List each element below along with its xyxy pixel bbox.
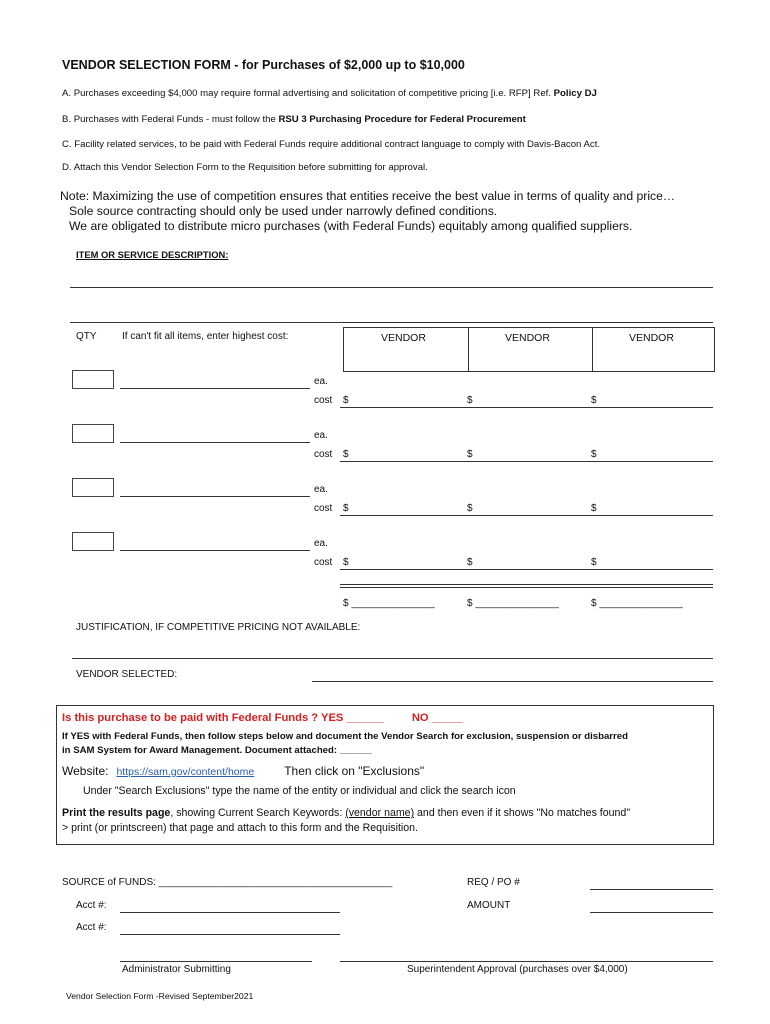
justification-line[interactable]: [72, 658, 713, 659]
dollar-sign: $: [591, 557, 597, 568]
ea-label: ea.: [314, 376, 328, 387]
dollar-sign: $: [343, 557, 349, 568]
sam-instructions: If YES with Federal Funds, then follow steps below and document the Vendor Search for exclusion, suspension or disbarred in SAM System for Award Management. Document attached: ______: [62, 731, 628, 756]
qty-box[interactable]: [72, 532, 114, 551]
qty-box[interactable]: [72, 424, 114, 443]
item-description-line-2[interactable]: [70, 322, 713, 323]
item-description-line-1[interactable]: [70, 287, 713, 288]
form-title: VENDOR SELECTION FORM - for Purchases of $2,000 up to $10,000: [62, 58, 465, 72]
instruction-d: D. Attach this Vendor Selection Form to the Requisition before submitting for approval.: [62, 162, 428, 173]
dollar-sign: $: [591, 449, 597, 460]
req-po-label: REQ / PO #: [467, 877, 520, 888]
federal-funds-section: [56, 705, 714, 845]
item-line[interactable]: [120, 550, 310, 551]
dollar-sign: $: [343, 449, 349, 460]
item-line[interactable]: [120, 496, 310, 497]
ea-label: ea.: [314, 430, 328, 441]
website-row: [62, 764, 424, 778]
acct-line-2[interactable]: [120, 934, 340, 935]
item-line[interactable]: [120, 442, 310, 443]
vendor-header-2: VENDOR: [505, 332, 550, 344]
total-vendor-1[interactable]: $ _______________: [343, 598, 435, 609]
federal-yes-option[interactable]: Is this purchase to be paid with Federal Funds ? YES ______: [62, 712, 384, 724]
vendor-selected-line[interactable]: [312, 681, 713, 682]
qty-box[interactable]: [72, 370, 114, 389]
cost-label: cost: [314, 557, 333, 568]
cost-hint: If can't fit all items, enter highest cost:: [122, 331, 289, 342]
website-label: Website:: [62, 764, 109, 778]
vendor-column-divider: [468, 328, 469, 371]
item-line[interactable]: [120, 388, 310, 389]
justification-label: JUSTIFICATION, IF COMPETITIVE PRICING NOT AVAILABLE:: [76, 622, 361, 633]
instruction-b: B. Purchases with Federal Funds - must follow the RSU 3 Purchasing Procedure for Federal Procurement: [62, 114, 526, 125]
cost-line[interactable]: [340, 569, 713, 570]
print-instruction: Print the results page, showing Current Search Keywords: (vendor name) and then even if it shows "No matches found" > print (or printscreen) that page and attach to this form and the Requisition.: [62, 807, 631, 834]
dollar-sign: $: [467, 449, 473, 460]
total-rule: [340, 584, 713, 585]
ea-label: ea.: [314, 538, 328, 549]
exclusions-instruction: Then click on "Exclusions": [284, 764, 425, 778]
source-of-funds-field[interactable]: SOURCE of FUNDS: __________________________________________: [62, 877, 393, 888]
total-rule: [340, 587, 713, 588]
dollar-sign: $: [467, 503, 473, 514]
cost-line[interactable]: [340, 461, 713, 462]
sam-link[interactable]: https://sam.gov/content/home: [116, 766, 255, 778]
acct-label-1: Acct #:: [76, 900, 107, 911]
vendor-header-1: VENDOR: [381, 332, 426, 344]
amount-label: AMOUNT: [467, 900, 511, 911]
admin-signature-line[interactable]: [120, 961, 312, 962]
qty-header: QTY: [76, 331, 97, 342]
federal-funds-question: [62, 712, 463, 724]
req-po-line[interactable]: [590, 889, 713, 890]
footer-revision: Vendor Selection Form -Revised September2021: [66, 991, 254, 1001]
search-instruction: Under "Search Exclusions" type the name of the entity or individual and click the search icon: [83, 785, 516, 797]
acct-line-1[interactable]: [120, 912, 340, 913]
federal-no-option[interactable]: NO _____: [411, 712, 463, 724]
cost-line[interactable]: [340, 515, 713, 516]
total-vendor-2[interactable]: $ _______________: [467, 598, 559, 609]
cost-line[interactable]: [340, 407, 713, 408]
cost-label: cost: [314, 503, 333, 514]
cost-label: cost: [314, 395, 333, 406]
dollar-sign: $: [591, 503, 597, 514]
vendor-header-box: [343, 327, 715, 372]
dollar-sign: $: [467, 395, 473, 406]
superintendent-signature-line[interactable]: [340, 961, 713, 962]
vendor-column-divider: [592, 328, 593, 371]
dollar-sign: $: [467, 557, 473, 568]
acct-label-2: Acct #:: [76, 922, 107, 933]
dollar-sign: $: [591, 395, 597, 406]
total-vendor-3[interactable]: $ _______________: [591, 598, 683, 609]
cost-label: cost: [314, 449, 333, 460]
ea-label: ea.: [314, 484, 328, 495]
vendor-selected-label: VENDOR SELECTED:: [76, 669, 178, 680]
instruction-a: A. Purchases exceeding $4,000 may require formal advertising and solicitation of competitive pricing [i.e. RFP] Ref. Policy DJ: [62, 88, 597, 99]
vendor-header-3: VENDOR: [629, 332, 674, 344]
superintendent-label: Superintendent Approval (purchases over $4,000): [407, 964, 628, 975]
instruction-c: C. Facility related services, to be paid with Federal Funds require additional contract language to comply with Davis-Bacon Act.: [62, 139, 601, 150]
admin-label: Administrator Submitting: [122, 964, 231, 975]
competition-note: Note: Maximizing the use of competition ensures that entities receive the best value in terms of quality and price… Sole source contracting should only be used under narrowly defined conditions. We are obligated to distribute micro purchases (with Federal Funds) equitably among qualified suppliers.: [60, 189, 676, 233]
amount-line[interactable]: [590, 912, 713, 913]
dollar-sign: $: [343, 395, 349, 406]
qty-box[interactable]: [72, 478, 114, 497]
item-description-label: ITEM OR SERVICE DESCRIPTION:: [76, 249, 229, 260]
dollar-sign: $: [343, 503, 349, 514]
